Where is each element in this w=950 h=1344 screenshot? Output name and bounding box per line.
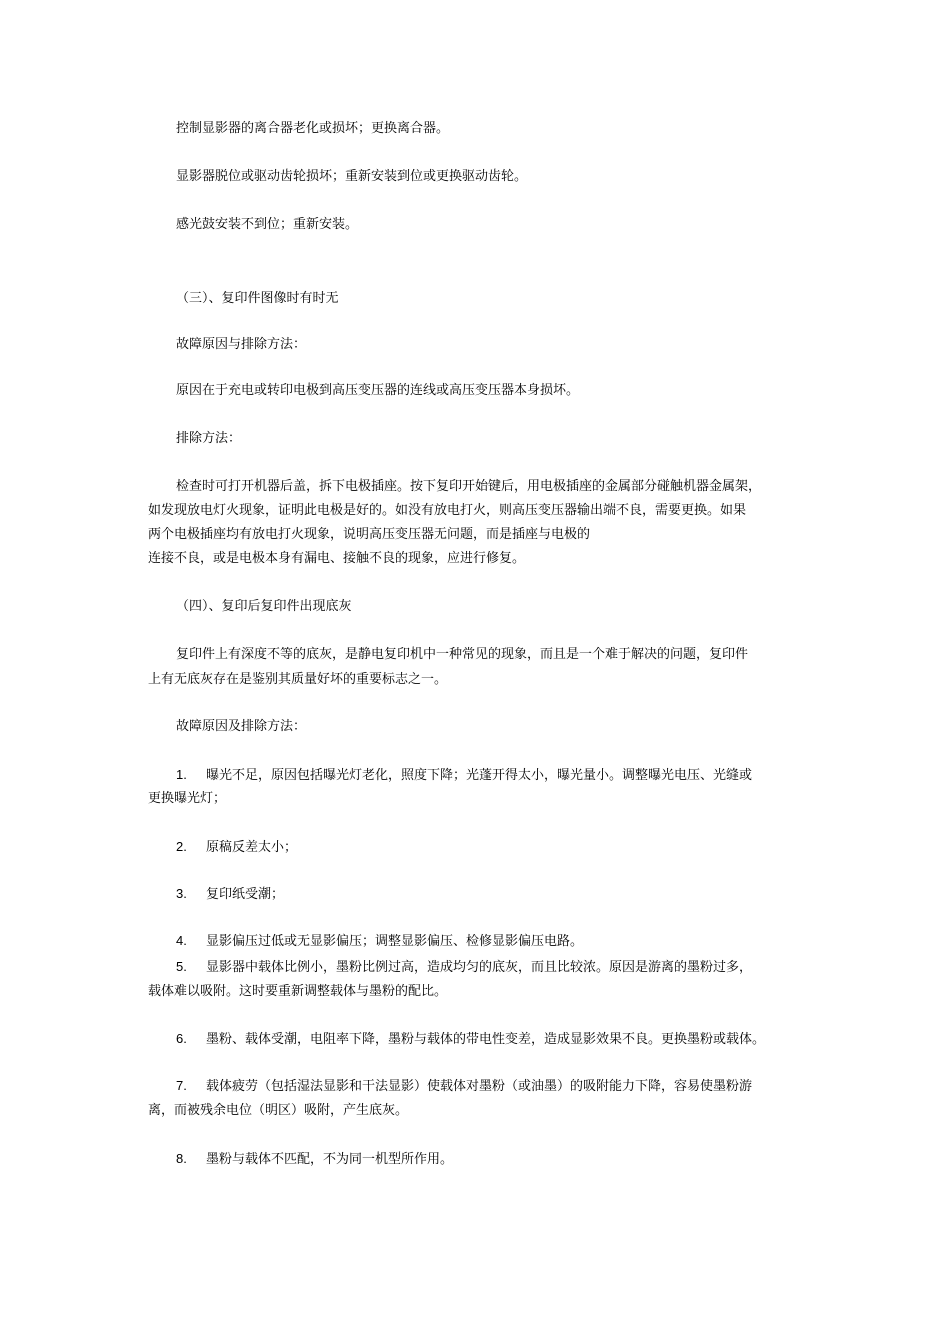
section-3-fix-line-3: 两个电极插座均有放电打火现象，说明高压变压器无问题，而是插座与电极的 <box>148 527 591 542</box>
list-item-number: 1. <box>176 767 187 782</box>
list-item-number: 3. <box>176 886 187 901</box>
list-item-text: 显影器中载体比例小，墨粉比例过高，造成均匀的底灰，而且比较浓。原因是游离的墨粉过多， <box>206 960 753 975</box>
list-item-continuation: 离，而被残余电位（明区）吸附，产生底灰。 <box>148 1103 409 1118</box>
list-item-number: 7. <box>176 1078 187 1093</box>
section-3-fix-line-1: 检查时可打开机器后盖，拆下电极插座。按下复印开始键后，用电极插座的金属部分碰触机器金属架， <box>176 479 762 494</box>
section-3-cause-label: 故障原因与排除方法： <box>176 337 307 352</box>
list-item <box>176 1029 765 1050</box>
list-item-continuation: 更换曝光灯； <box>148 791 227 806</box>
list-item-number: 8. <box>176 1151 187 1166</box>
list-item <box>176 837 297 858</box>
list-item-text: 墨粉与载体不匹配，不为同一机型所作用。 <box>206 1152 454 1167</box>
section-3-fix-line-2: 如发现放电灯火现象，证明此电极是好的。如没有放电打火，则高压变压器输出端不良，需要更换。如果 <box>148 503 747 518</box>
list-item <box>176 1076 752 1097</box>
list-item-text: 原稿反差太小； <box>206 840 298 855</box>
list-item <box>176 765 752 786</box>
section-4-intro-line-2: 上有无底灰存在是鉴别其质量好坏的重要标志之一。 <box>148 672 448 687</box>
section-3-title: （三）、复印件图像时有时无 <box>176 291 339 306</box>
section-4-title: （四）、复印后复印件出现底灰 <box>176 599 352 614</box>
list-item-text: 显影偏压过低或无显影偏压；调整显影偏压、检修显影偏压电路。 <box>206 934 584 949</box>
list-item <box>176 884 284 905</box>
section-4-cause-label: 故障原因及排除方法： <box>176 719 307 734</box>
list-item <box>176 1149 453 1170</box>
list-item <box>176 957 752 978</box>
list-item-text: 墨粉、载体受潮，电阻率下降，墨粉与载体的带电性变差，造成显影效果不良。更换墨粉或载体。 <box>206 1032 766 1047</box>
list-item-number: 6. <box>176 1031 187 1046</box>
paragraph-developer-gear: 显影器脱位或驱动齿轮损坏；重新安装到位或更换驱动齿轮。 <box>176 169 528 184</box>
list-item-number: 2. <box>176 839 187 854</box>
paragraph-clutch: 控制显影器的离合器老化或损坏；更换离合器。 <box>176 121 450 136</box>
section-4-intro-line-1: 复印件上有深度不等的底灰，是静电复印机中一种常见的现象，而且是一个难于解决的问题，复印件 <box>176 647 749 662</box>
list-item-text: 载体疲劳（包括湿法显影和干法显影）使载体对墨粉（或油墨）的吸附能力下降，容易使墨粉游 <box>206 1079 753 1094</box>
list-item-text: 曝光不足，原因包括曝光灯老化，照度下降；光蓬开得太小，曝光量小。调整曝光电压、光缝或 <box>206 768 753 783</box>
section-3-fix-line-4: 连接不良，或是电极本身有漏电、接触不良的现象，应进行修复。 <box>148 551 526 566</box>
paragraph-drum: 感光鼓安装不到位；重新安装。 <box>176 217 359 232</box>
list-item-text: 复印纸受潮； <box>206 887 285 902</box>
section-3-fix-label: 排除方法： <box>176 431 242 446</box>
list-item-continuation: 载体难以吸附。这时要重新调整载体与墨粉的配比。 <box>148 984 448 999</box>
section-3-cause: 原因在于充电或转印电极到高压变压器的连线或高压变压器本身损坏。 <box>176 383 580 398</box>
list-item <box>176 931 583 952</box>
list-item-number: 4. <box>176 933 187 948</box>
list-item-number: 5. <box>176 959 187 974</box>
